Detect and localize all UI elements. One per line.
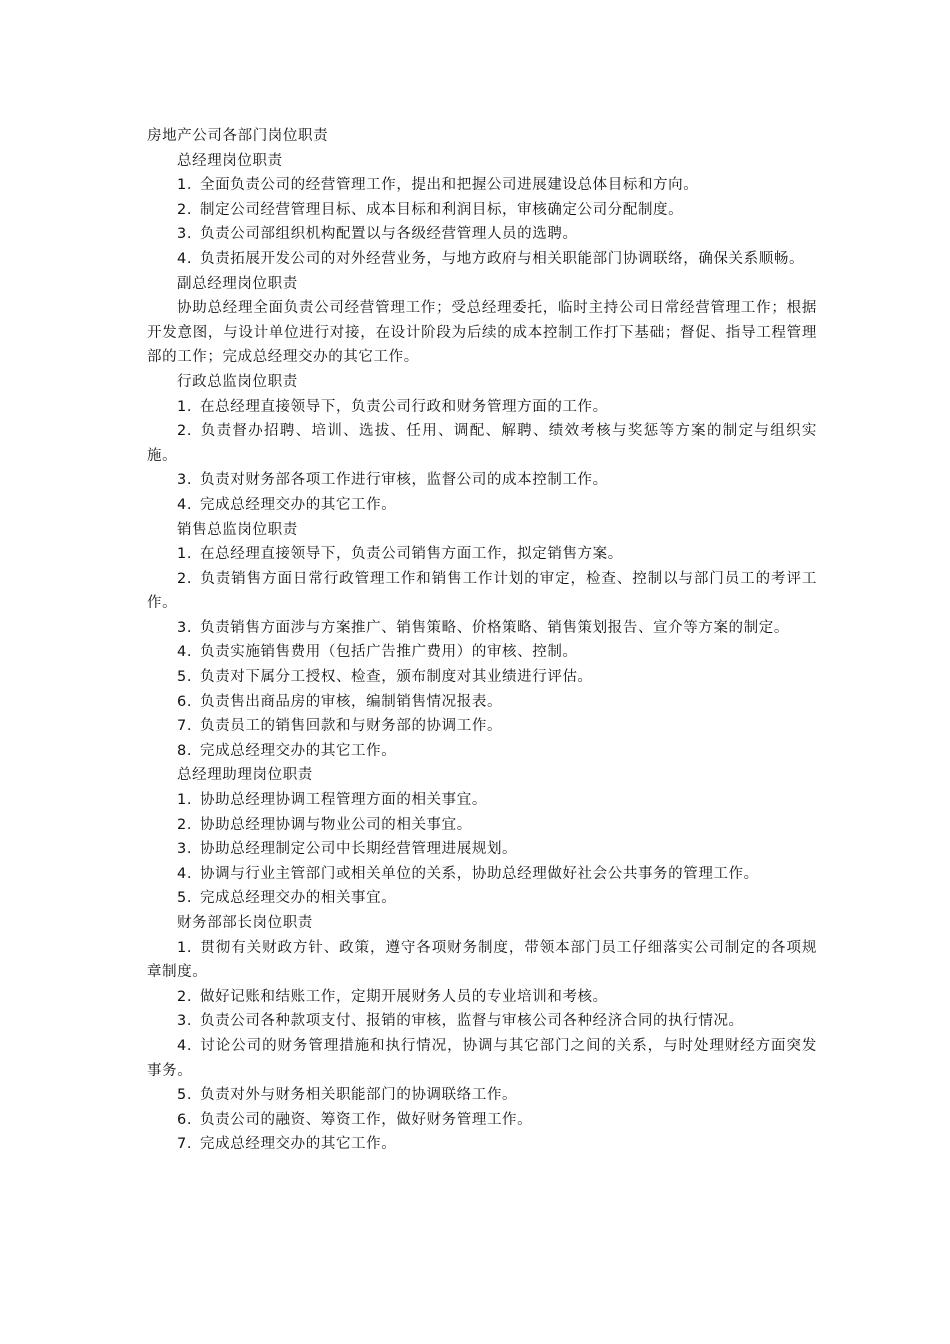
list-item [147,640,817,665]
list-item [147,419,817,468]
item-text: 负责拓展开发公司的对外经营业务，与地方政府与相关职能部门协调联络，确保关系顺畅。 [200,250,805,267]
list-item [147,468,817,493]
item-number: 4. [177,1037,193,1054]
item-number: 7. [177,1136,193,1153]
section-heading: 总经理岗位职责 [177,152,283,169]
list-item [147,714,817,739]
item-number: 4. [177,496,193,513]
item-text: 完成总经理交办的其它工作。 [200,742,397,759]
item-text: 负责销售方面涉与方案推广、销售策略、价格策略、销售策划报告、宣介等方案的制定。 [200,619,789,636]
list-item [147,862,817,887]
list-item [147,985,817,1010]
item-text: 负责公司的融资、筹资工作，做好财务管理工作。 [200,1111,533,1128]
item-text: 负责公司部组织机构配置以与各级经营管理人员的选聘。 [200,226,578,243]
list-item [147,616,817,641]
item-text: 在总经理直接领导下，负责公司销售方面工作，拟定销售方案。 [200,546,623,563]
section-heading: 总经理助理岗位职责 [177,767,313,784]
item-text: 完成总经理交办的其它工作。 [200,496,397,513]
item-number: 3. [177,472,193,489]
list-item [147,665,817,690]
item-text: 负责销售方面日常行政管理工作和销售工作计划的审定，检查、控制以与部门员工的考评工作。 [147,570,817,612]
list-item [147,936,817,985]
item-text: 协助总经理协调工程管理方面的相关事宜。 [200,792,487,809]
item-text: 完成总经理交办的其它工作。 [200,1136,397,1153]
item-text: 贯彻有关财政方针、政策，遵守各项财务制度，带领本部门员工仔细落实公司制定的各项规章制度。 [147,939,817,981]
item-text: 负责员工的销售回款和与财务部的协调工作。 [200,718,503,735]
item-text: 协调与行业主管部门或相关单位的关系，协助总经理做好社会公共事务的管理工作。 [200,865,759,882]
section-heading: 财务部部长岗位职责 [177,915,313,931]
item-text: 在总经理直接领导下，负责公司行政和财务管理方面的工作。 [200,398,608,415]
item-text: 负责实施销售费用（包括广告推广费用）的审核、控制。 [200,644,578,661]
item-text: 负责督办招聘、培训、选拔、任用、调配、解聘、绩效考核与奖惩等方案的制定与组织实施。 [147,423,817,464]
item-number: 2. [177,201,193,218]
list-item [147,247,817,272]
document-title: 房地产公司各部门岗位职责 [147,128,329,144]
item-text: 负责对财务部各项工作进行审核，监督公司的成本控制工作。 [200,472,608,489]
item-number: 5. [177,669,193,686]
list-item [147,542,817,567]
section-heading: 行政总监岗位职责 [177,373,298,390]
list-item [147,690,817,715]
item-text: 协助总经理全面负责公司经营管理工作；受总经理委托，临时主持公司日常经营管理工作；根据开发意图，与设计单位进行对接，在设计阶段为后续的成本控制工作打下基础；督促、指导工程管理部的工作；完成总经理交办的其它工作。 [147,300,817,366]
item-number: 6. [177,1111,193,1128]
list-item [147,198,817,223]
item-number: 2. [177,423,193,440]
item-number: 1. [177,546,193,563]
item-number: 5. [177,890,193,907]
list-item [147,567,817,616]
item-number: 2. [177,570,193,587]
item-text: 全面负责公司的经营管理工作，提出和把握公司进展建设总体目标和方向。 [200,177,699,194]
list-item [147,837,817,862]
list-item [147,1034,817,1083]
list-item [147,788,817,813]
list-item [147,296,817,370]
item-number: 4. [177,250,193,267]
sections-container [147,149,817,1157]
item-text: 做好记账和结账工作，定期开展财务人员的专业培训和考核。 [200,988,608,1005]
item-number: 4. [177,865,193,882]
item-text: 制定公司经营管理目标、成本目标和利润目标，审核确定公司分配制度。 [200,201,684,218]
item-number: 3. [177,226,193,243]
item-number: 4. [177,644,193,661]
list-item [147,222,817,247]
item-text: 负责公司各种款项支付、报销的审核，监督与审核公司各种经济合同的执行情况。 [200,1013,744,1030]
list-item [147,1132,817,1157]
document-body [147,124,817,1157]
item-number: 6. [177,693,193,710]
list-item [147,173,817,198]
list-item [147,395,817,420]
item-text: 负责售出商品房的审核，编制销售情况报表。 [200,693,503,710]
item-number: 1. [177,792,193,809]
item-number: 8. [177,742,193,759]
item-number: 3. [177,841,193,858]
list-item [147,1108,817,1133]
item-text: 负责对下属分工授权、检查，颁布制度对其业绩进行评估。 [200,669,593,686]
item-number: 1. [177,398,193,415]
list-item [147,886,817,911]
item-number: 1. [177,939,193,956]
item-number: 3. [177,1013,193,1030]
list-item [147,739,817,764]
item-number: 5. [177,1087,193,1104]
list-item [147,1009,817,1034]
section-heading: 销售总监岗位职责 [177,521,298,538]
item-text: 协助总经理制定公司中长期经营管理进展规划。 [200,841,518,858]
section-heading: 副总经理岗位职责 [177,275,298,292]
item-number: 3. [177,619,193,636]
list-item [147,813,817,838]
item-number: 1. [177,177,193,194]
item-text: 协助总经理协调与物业公司的相关事宜。 [200,816,472,833]
item-number: 2. [177,816,193,833]
item-text: 负责对外与财务相关职能部门的协调联络工作。 [200,1087,518,1104]
item-number: 2. [177,988,193,1005]
list-item [147,1083,817,1108]
list-item [147,493,817,518]
item-text: 完成总经理交办的相关事宜。 [200,890,397,907]
item-text: 讨论公司的财务管理措施和执行情况，协调与其它部门之间的关系，与时处理财经方面突发事务。 [147,1037,817,1079]
item-number: 7. [177,718,193,735]
